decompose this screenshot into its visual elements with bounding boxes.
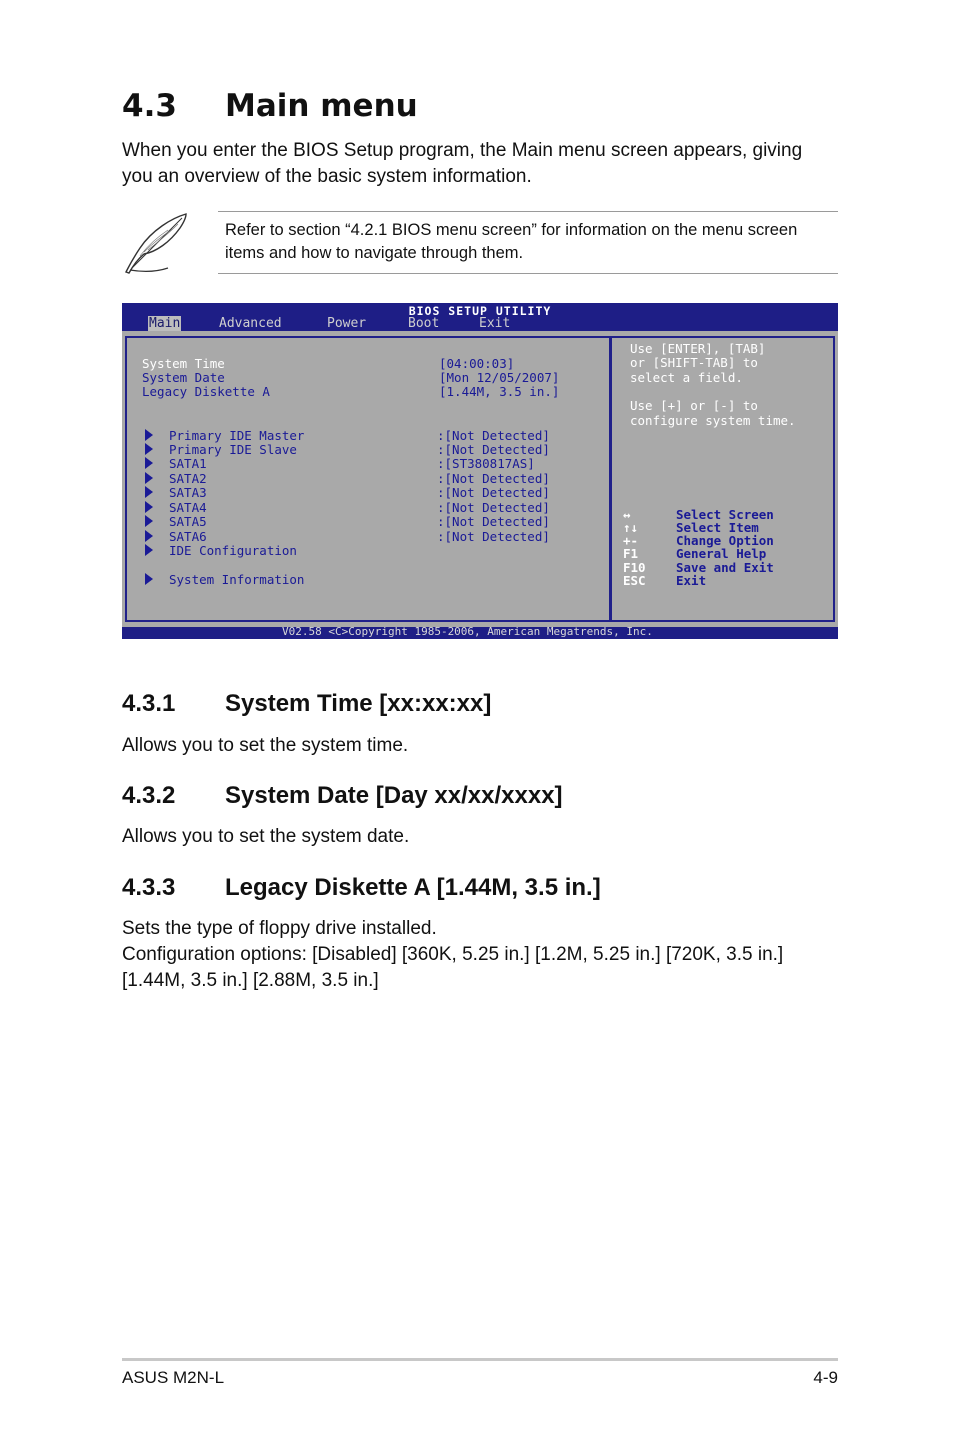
submenu-value: :[Not Detected] [437, 428, 550, 443]
submenu-sata3[interactable]: SATA3 [169, 485, 207, 500]
submenu-ide-configuration[interactable]: IDE Configuration [169, 543, 297, 558]
key-plus-minus: +- [623, 533, 639, 548]
legacy-diskette-item[interactable]: Legacy Diskette A [142, 384, 270, 399]
submenu-arrow-icon [145, 472, 153, 484]
help-line: select a field. [630, 370, 743, 385]
system-date-item[interactable]: System Date [142, 370, 225, 385]
footer-page-number: 4-9 [813, 1368, 838, 1387]
submenu-value: :[Not Detected] [437, 514, 550, 529]
footer-product-name: ASUS M2N-L [122, 1368, 225, 1387]
section-title: Main menu [225, 88, 418, 124]
submenu-value: :[Not Detected] [437, 529, 550, 544]
bios-copyright: V02.58 <C>Copyright 1985-2006, American Megatrends, Inc. [282, 625, 653, 638]
submenu-arrow-icon [145, 544, 153, 556]
key-left-right-arrows: ↔ [623, 507, 631, 522]
submenu-value: :[Not Detected] [437, 442, 550, 457]
submenu-arrow-icon [145, 457, 153, 469]
submenu-primary-ide-slave[interactable]: Primary IDE Slave [169, 442, 297, 457]
page-title [122, 88, 418, 124]
subsection-number: 4.3.2 [122, 782, 176, 809]
submenu-primary-ide-master[interactable]: Primary IDE Master [169, 428, 305, 443]
key-description: General Help [676, 546, 767, 561]
system-date-description: Allows you to set the system date. [122, 826, 410, 847]
key-description: Exit [676, 573, 707, 588]
subsection-heading-system-date [122, 782, 563, 810]
key-description: Change Option [676, 533, 774, 548]
bios-title: BIOS SETUP UTILITY [408, 304, 552, 318]
key-f1: F1 [623, 546, 639, 561]
submenu-arrow-icon [145, 486, 153, 498]
subsection-number: 4.3.1 [122, 690, 176, 717]
key-description: Select Item [676, 520, 759, 535]
key-description: Select Screen [676, 507, 774, 522]
subsection-heading-legacy-diskette [122, 874, 601, 902]
submenu-arrow-icon [145, 429, 153, 441]
subsection-title: Legacy Diskette A [1.44M, 3.5 in.] [225, 874, 601, 901]
legacy-diskette-description: Sets the type of floppy drive installed. [122, 918, 437, 939]
intro-paragraph: When you enter the BIOS Setup program, the Main menu screen appears, giving you an overview of the basic system information. [122, 140, 803, 187]
submenu-system-information[interactable]: System Information [169, 572, 305, 587]
section-number: 4.3 [122, 88, 177, 124]
submenu-sata2[interactable]: SATA2 [169, 471, 207, 486]
submenu-arrow-icon [145, 573, 153, 585]
submenu-arrow-icon [145, 515, 153, 527]
subsection-title: System Date [Day xx/xx/xxxx] [225, 782, 563, 809]
key-description: Save and Exit [676, 560, 774, 575]
tab-boot[interactable]: Boot [408, 316, 440, 331]
system-time-value[interactable]: [04:00:03] [439, 356, 515, 371]
footer-rule [122, 1358, 838, 1361]
feather-note-icon [122, 212, 190, 276]
tab-advanced[interactable]: Advanced [219, 316, 282, 331]
submenu-sata6[interactable]: SATA6 [169, 529, 207, 544]
submenu-value: :[Not Detected] [437, 485, 550, 500]
submenu-arrow-icon [145, 501, 153, 513]
system-time-description: Allows you to set the system time. [122, 735, 409, 756]
key-f10: F10 [623, 560, 646, 575]
submenu-arrow-icon [145, 530, 153, 542]
tab-main[interactable]: Main [149, 316, 181, 331]
note-top-rule [218, 211, 838, 212]
system-date-value[interactable]: [Mon 12/05/2007] [439, 370, 560, 385]
help-line: or [SHIFT-TAB] to [630, 355, 758, 370]
help-line: Use [ENTER], [TAB] [630, 341, 766, 356]
subsection-number: 4.3.3 [122, 874, 176, 901]
subsection-title: System Time [xx:xx:xx] [225, 690, 492, 717]
submenu-value: :[ST380817AS] [437, 456, 535, 471]
note-bottom-rule [218, 273, 838, 274]
submenu-arrow-icon [145, 443, 153, 455]
help-line: configure system time. [630, 413, 796, 428]
submenu-value: :[Not Detected] [437, 500, 550, 515]
bios-screenshot [122, 303, 838, 639]
key-esc: ESC [623, 573, 646, 588]
submenu-value: :[Not Detected] [437, 471, 550, 486]
tab-exit[interactable]: Exit [479, 316, 511, 331]
system-time-item[interactable]: System Time [142, 356, 225, 371]
note-text: Refer to section “4.2.1 BIOS menu screen” for information on the menu screen items and how to navigate through them. [225, 221, 798, 262]
submenu-sata4[interactable]: SATA4 [169, 500, 207, 515]
tab-power[interactable]: Power [327, 316, 367, 331]
key-up-down-arrows: ↑↓ [623, 520, 639, 535]
submenu-sata5[interactable]: SATA5 [169, 514, 207, 529]
subsection-heading-system-time [122, 690, 491, 718]
legacy-diskette-value[interactable]: [1.44M, 3.5 in.] [439, 384, 560, 399]
help-line: Use [+] or [-] to [630, 398, 758, 413]
submenu-sata1[interactable]: SATA1 [169, 456, 207, 471]
configuration-options: Configuration options: [Disabled] [360K, 5.25 in.] [1.2M, 5.25 in.] [720K, 3.5 in.] [1.44M, 3.5 in.] [2.88M, 3.5 in.] [122, 944, 784, 991]
